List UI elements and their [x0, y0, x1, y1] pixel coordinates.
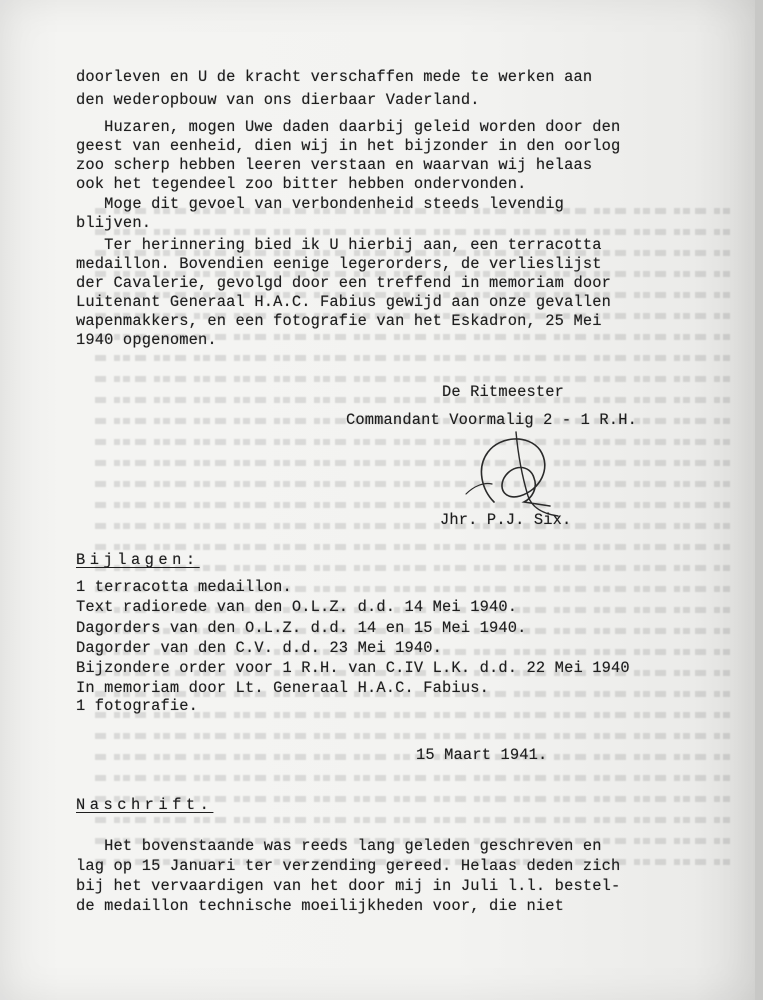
- enclosure-item: Dagorder van den C.V. d.d. 23 Mei 1940.: [76, 639, 443, 657]
- enclosure-item: 1 terracotta medaillon.: [76, 578, 292, 596]
- letter-line: ook het tegendeel zoo bitter hebben ondervonden.: [76, 175, 527, 193]
- postscript-line: lag op 15 Januari ter verzending gereed. Helaas deden zich: [76, 857, 621, 875]
- letter-line: blijven.: [76, 214, 152, 232]
- enclosure-item: Text radiorede van den O.L.Z. d.d. 14 Mei 1940.: [76, 598, 518, 616]
- postscript-line: de medaillon technische moeilijkheden voor, die niet: [76, 897, 565, 915]
- postscript-heading: Naschrift.: [76, 796, 214, 814]
- letter-line: der Cavalerie, gevolgd door een treffend in memoriam door: [76, 274, 611, 292]
- letter-line: Ter herinnering bied ik U hierbij aan, een terracotta: [76, 236, 602, 254]
- enclosures-heading: Bijlagen:: [76, 551, 200, 569]
- enclosure-item: 1 fotografie.: [76, 697, 199, 715]
- letter-date: 15 Maart 1941.: [416, 746, 548, 764]
- letter-line: wapenmakkers, en een fotografie van het Eskadron, 25 Mei: [76, 312, 602, 330]
- enclosure-item: Bijzondere order voor 1 R.H. van C.IV L.K. d.d. 22 Mei 1940: [76, 659, 630, 677]
- letter-line: den wederopbouw van ons dierbaar Vaderland.: [76, 91, 480, 109]
- signer-name: Jhr. P.J. Six.: [440, 511, 572, 529]
- postscript-line: Het bovenstaande was reeds lang geleden geschreven en: [76, 837, 602, 855]
- letter-line: 1940 opgenomen.: [76, 331, 217, 349]
- handwritten-signature: [454, 424, 564, 524]
- letter-line: Huzaren, mogen Uwe daden daarbij geleid worden door den: [76, 118, 621, 136]
- signer-role: Commandant Voormalig 2 - 1 R.H.: [346, 411, 637, 429]
- signer-rank: De Ritmeester: [442, 383, 565, 401]
- letter-line: Moge dit gevoel van verbondenheid steeds levendig: [76, 195, 565, 213]
- letter-line: Luitenant Generaal H.A.C. Fabius gewijd aan onze gevallen: [76, 293, 611, 311]
- page-edge: [755, 0, 763, 1000]
- postscript-line: bij het vervaardigen van het door mij in Juli l.l. bestel-: [76, 877, 621, 895]
- enclosure-item: Dagorders van den O.L.Z. d.d. 14 en 15 Mei 1940.: [76, 619, 527, 637]
- letter-line: medaillon. Bovendien eenige legerorders, de verlieslijst: [76, 255, 602, 273]
- enclosure-item: In memoriam door Lt. Generaal H.A.C. Fabius.: [76, 679, 489, 697]
- letter-line: doorleven en U de kracht verschaffen mede te werken aan: [76, 68, 593, 86]
- letter-line: zoo scherp hebben leeren verstaan en waarvan wij helaas: [76, 156, 593, 174]
- letter-line: geest van eenheid, dien wij in het bijzonder in den oorlog: [76, 137, 621, 155]
